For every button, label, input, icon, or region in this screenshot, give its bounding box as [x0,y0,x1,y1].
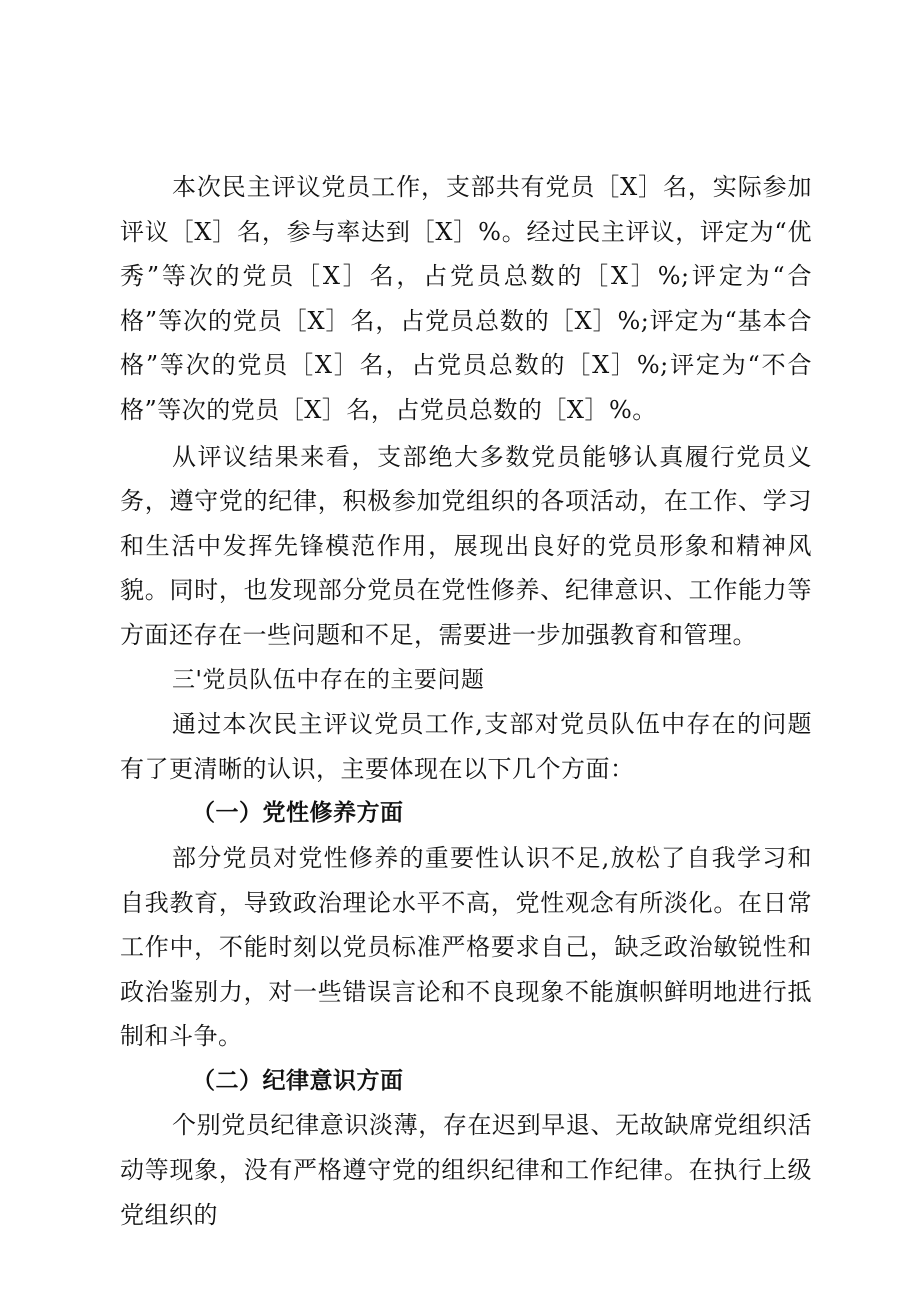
section-heading-main-problems: 三'党员队伍中存在的主要问题 [172,666,485,693]
subheading-party-spirit: （一）党性修养方面 [192,800,404,827]
document-page [120,165,812,1237]
subheading-discipline: （二）纪律意识方面 [192,1067,404,1094]
paragraph-problems-intro: 通过本次民主评议党员工作,支部对党员队伍中存在的问题有了更清晰的认识，主要体现在以下几个方面： [120,710,812,783]
paragraph-evaluation-stats: 本次民主评议党员工作，支部共有党员［X］名，实际参加评议［X］名，参与率达到［X］%。经过民主评议，评定为“优秀”等次的党员［X］名，占党员总数的［X］%;评定为“合格”等次的党员［X］名，占党员总数的［X］%;评定为“基本合格”等次的党员［X］名，占党员总数的［X］%;评定为“不合格”等次的党员［X］名，占党员总数的［X］%。 [120,173,812,424]
paragraph-party-spirit: 部分党员对党性修养的重要性认识不足,放松了自我学习和自我教育，导致政治理论水平不高，党性观念有所淡化。在日常工作中，不能时刻以党员标准严格要求自己，缺乏政治敏锐性和政治鉴别力，对一些错误言论和不良现象不能旗帜鲜明地进行抵制和斗争。 [120,843,812,1051]
paragraph-evaluation-results: 从评议结果来看，支部绝大多数党员能够认真履行党员义务，遵守党的纪律，积极参加党组织的各项活动，在工作、学习和生活中发挥先锋模范作用，展现出良好的党员形象和精神风貌。同时，也发现部分党员在党性修养、纪律意识、工作能力等方面还存在一些问题和不足，需要进一步加强教育和管理。 [120,442,812,649]
paragraph-discipline: 个别党员纪律意识淡薄，存在迟到早退、无故缺席党组织活动等现象，没有严格遵守党的组织纪律和工作纪律。在执行上级党组织的 [120,1111,812,1229]
